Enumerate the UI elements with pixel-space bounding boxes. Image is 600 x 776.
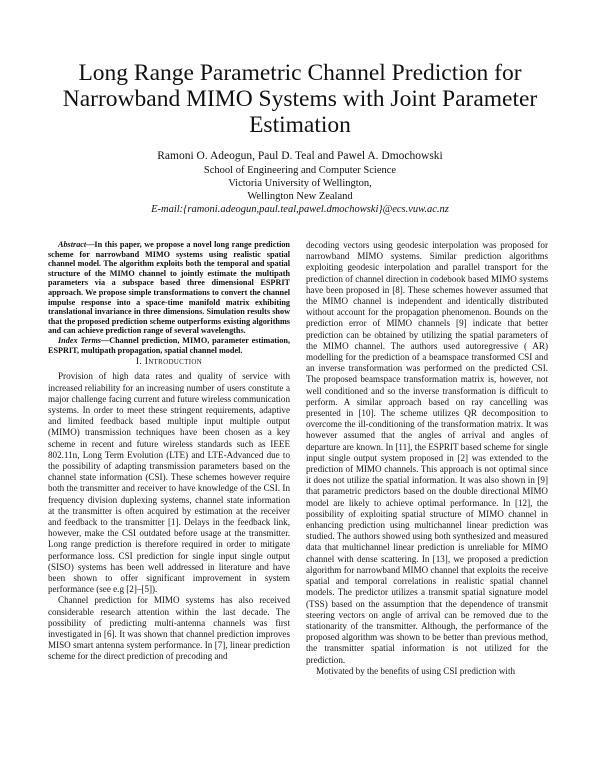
paper-title: Long Range Parametric Channel Prediction for Narrowband MIMO Systems with Joint Parameter Estimation [62, 60, 538, 138]
paragraph: Provision of high data rates and quality of service with increased reliability for an increasing number of users constitute a major challenge facing current and future wireless communication systems. In order to meet these stringent requirements, adaptive and limited feedback based multiple input multiple output (MIMO) transmission techniques have been chosen as a key scheme in recent and future wireless standards such as IEEE 802.11n, Long Term Evolution (LTE) and LTE-Advanced due to the possibility of adapting transmission parameters based on the channel state information (CSI). These schemes however require both the transmitter and receiver to have knowledge of the CSI. In frequency division duplexing systems, channel state information at the transmitter is often acquired by estimation at the receiver and feedback to the transmitter [1]. Delays in the feedback link, however, make the CSI outdated before usage at the transmitter. Long range prediction is therefore required in order to mitigate performance loss. CSI prediction for single input single output (SISO) systems has been well addressed in literature and have been shown to offer significant improvement in system performance (see e.g [2]–[5]). [48, 371, 290, 595]
index-terms-label: Index Terms [58, 335, 101, 345]
paragraph: Motivated by the benefits of using CSI prediction with [316, 665, 516, 676]
section-heading-introduction: I. Introduction [135, 357, 203, 368]
abstract [48, 240, 290, 336]
abstract-text: —In this paper, we propose a novel long range prediction scheme for narrowband MIMO systems using realistic spatial channel model. The algorithm exploits both the temporal and spatial structure of the MIMO channel to jointly estimate the multipath parameters via a subspace based three dimensional ESPRIT approach. We propose simple transformations to convert the channel impulse response into a space-time manifold matrix exhibiting translational invariance in three dimensions. Simulation results show that the proposed prediction scheme outperforms existing algorithms and can achieve prediction range of several wavelengths. [48, 240, 290, 336]
author-location: Wellington New Zealand [247, 191, 353, 202]
paragraph-continued: decoding vectors using geodesic interpolation was proposed for narrowband MIMO systems. Similar prediction algorithms exploiting geodesic interpolation and parallel transport for the prediction of channel direction in codebook based MIMO systems have been proposed in [8]. These schemes however assumed that the MIMO channel is independent and identically distributed without account for the propagation phenomenon. Bounds on the prediction error of MIMO channels [9] indicate that better prediction can be obtained by utilizing the spatial parameters of the MIMO channel. The authors used autoregressive ( AR) modelling for the prediction of a beamspace transformed CSI and an inverse transformation was performed on the predicted CSI. The proposed beamspace transformation matrix is, however, not well conditioned and so the inverse transformation is difficult to perform. A similar approach based on ray cancelling was presented in [10]. The scheme utilizes QR decomposition to overcome the ill-conditioning of the transformation matrix. It was however assumed that the angles of arrival and angles of departure are known. In [11], the ESPRIT based scheme for single input single output system proposed in [2] was extended to the prediction of MIMO channels. This approach is not optimal since it does not utilize the spatial information. It was also shown in [9] that parametric predictors based on the double directional MIMO model are likely to achieve optimal performance. In [12], the possibility of exploiting spatial structure of MIMO channel in enhancing prediction using multichannel linear prediction was studied. The authors showed using both synthesized and measured data that multichannel linear prediction is unreliable for MIMO channel with dense scattering. In [13], we proposed a prediction algorithm for narrowband MIMO channel that exploits the receive spatial and temporal correlations in realistic spatial channel models. The predictor utilizes a transmit spatial signature model (TSS) based on the assumption that the dependence of transmit steering vectors on angle of arrival can be removed due to the stationarity of the transmitter. Although, the performance of the proposed algorithm was shown to be better than previous method, the transmitter spatial information is not utilized for the prediction. [306, 240, 548, 665]
abstract-label: Abstract [58, 240, 87, 249]
author-university: Victoria University of Wellington, [228, 178, 372, 189]
author-block [40, 150, 560, 216]
right-column [306, 240, 548, 677]
index-terms-text: —Channel prediction, MIMO, parameter estimation, ESPRIT, multipath propagation, spatial channel model. [48, 335, 290, 355]
author-email: E-mail:{ramoni.adeogun,paul.teal,pawel.dmochowski}@ecs.vuw.ac.nz [151, 204, 449, 215]
paragraph: Channel prediction for MIMO systems has also received considerable research attention within the last decade. The possibility of predicting multi-antenna channels was first investigated in [6]. It was shown that channel prediction improves MISO smart antenna system performance. In [7], linear prediction scheme for the direct prediction of precoding and [48, 595, 290, 662]
author-names: Ramoni O. Adeogun, Paul D. Teal and Pawel A. Dmochowski [157, 150, 443, 162]
index-terms [48, 336, 290, 355]
author-school: School of Engineering and Computer Science [203, 165, 397, 176]
left-column [48, 240, 290, 663]
